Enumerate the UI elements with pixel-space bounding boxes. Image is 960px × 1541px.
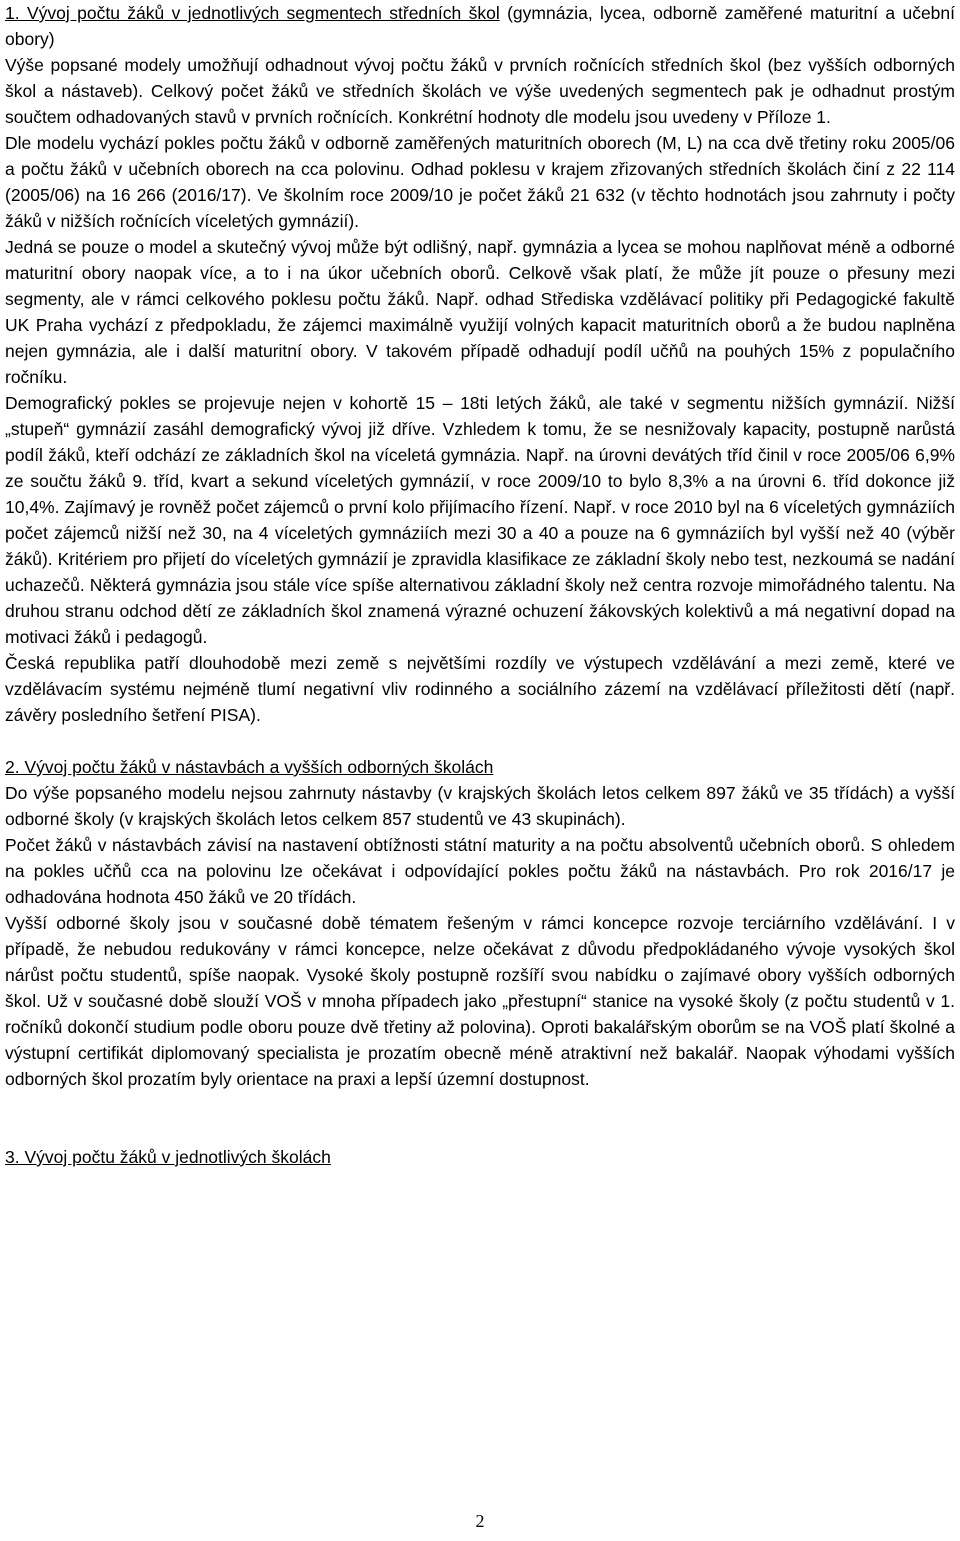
section-2-paragraph-2: Počet žáků v nástavbách závisí na nastavení obtížnosti státní maturity a na počtu absolventů učebních oborů. S ohledem na pokles učňů cca na polovinu lze očekávat i odpovídající pokles počtu žáků na nástavbách. Pro rok 2016/17 je odhadována hodnota 450 žáků ve 20 třídách. — [5, 835, 955, 907]
section-1-paragraph-1: Výše popsané modely umožňují odhadnout vývoj počtu žáků v prvních ročnících středních škol (bez vyšších odborných škol a nástaveb). Celkový počet žáků ve středních školách ve výše uvedených segmentech pak je odhadnut prostým součtem odhadovaných stavů v prvních ročnících. Konkrétní hodnoty dle modelu jsou uvedeny v Příloze 1. — [5, 55, 955, 127]
document-page — [5, 0, 955, 1170]
section-1-heading: 1. Vývoj počtu žáků v jednotlivých segmentech středních škol — [5, 3, 500, 23]
section-2-paragraph-1: Do výše popsaného modelu nejsou zahrnuty nástavby (v krajských školách letos celkem 897 žáků ve 35 třídách) a vyšší odborné školy (v krajských školách letos celkem 857 studentů ve 43 skupinách). — [5, 783, 955, 829]
page-number: 2 — [475, 1511, 485, 1531]
section-1-paragraph-5: Česká republika patří dlouhodobě mezi země s největšími rozdíly ve výstupech vzdělávání a mezi země, které ve vzdělávacím systému nejméně tlumí negativní vliv rodinného a sociálního zázemí na vzdělávací příležitosti dětí (např. závěry posledního šetření PISA). — [5, 653, 955, 725]
section-3-heading-line — [5, 1144, 955, 1170]
section-1-heading-suffix: (gymnázia, lycea, odborně zaměřené maturitní a učební obory) — [5, 3, 956, 49]
section-3-heading: 3. Vývoj počtu žáků v jednotlivých školách — [5, 1147, 331, 1167]
section-2-paragraph-3: Vyšší odborné školy jsou v současné době tématem řešeným v rámci koncepce rozvoje terciárního vzdělávání. I v případě, že nebudou redukovány v rámci koncepce, nelze očekávat z důvodu předpokládaného vývoje vysokých škol nárůst počtu studentů, spíše naopak. Vysoké školy postupně rozšíří svou nabídku o zajímavé obory vyšších odborných škol. Už v současné době slouží VOŠ v mnoha případech jako „přestupní“ stanice na vysoké školy (z počtu studentů v 1. ročníků dokončí studium podle oboru pouze dvě třetiny až polovina). Oproti bakalářským oborům se na VOŠ platí školné a výstupní certifikát diplomovaný specialista je prozatím obecně méně atraktivní než bakalář. Naopak výhodami vyšších odborných škol prozatím byly orientace na praxi a lepší územní dostupnost. — [5, 913, 955, 1089]
section-spacer — [5, 728, 955, 754]
section-spacer — [5, 1092, 955, 1144]
section-1-paragraph-4: Demografický pokles se projevuje nejen v kohortě 15 – 18ti letých žáků, ale také v segmentu nižších gymnázií. Nižší „stupeň“ gymnázií zasáhl demografický vývoj již dříve. Vzhledem k tomu, že se nesnižovaly kapacity, postupně narůstá podíl žáků, kteří odchází ze základních škol na víceletá gymnázia. Např. na úrovni devátých tříd činil v roce 2005/06 6,9% ze součtu žáků 9. tříd, kvart a sekund víceletých gymnázií, v roce 2009/10 to bylo 8,3% a na úrovni 6. tříd dokonce již 10,4%. Zajímavý je rovněž počet zájemců o první kolo přijímacího řízení. Např. v roce 2010 byl na 6 víceletých gymnáziích počet zájemců nižší než 30, na 4 víceletých gymnáziích mezi 30 a 40 a pouze na 6 gymnáziích byl vyšší než 40 (výběr žáků). Kritériem pro přijetí do víceletých gymnázií je zpravidla klasifikace ze základní školy nebo test, nezkoumá se nadání uchazečů. Některá gymnázia jsou stále více spíše alternativou základní školy než centra rozvoje mimořádného talentu. Na druhou stranu odchod dětí ze základních škol znamená výrazné ochuzení žákovských kolektivů a má negativní dopad na motivaci žáků i pedagogů. — [5, 393, 955, 647]
section-1-paragraph-3: Jedná se pouze o model a skutečný vývoj může být odlišný, např. gymnázia a lycea se mohou naplňovat méně a odborné maturitní obory naopak více, a to i na úkor učebních oborů. Celkově však platí, že může jít pouze o přesuny mezi segmenty, ale v rámci celkového poklesu počtu žáků. Např. odhad Střediska vzdělávací politiky při Pedagogické fakultě UK Praha vychází z předpokladu, že zájemci maximálně využijí volných kapacit maturitních oborů a že budou naplněna nejen gymnázia, ale i další maturitní obory. V takovém případě odhadují podíl učňů na pouhých 15% z populačního ročníku. — [5, 237, 955, 387]
section-1-paragraph-2: Dle modelu vychází pokles počtu žáků v odborně zaměřených maturitních oborech (M, L) na cca dvě třetiny roku 2005/06 a počtu žáků v učebních oborech na cca polovinu. Odhad poklesu v krajem zřizovaných středních školách činí z 22 114 (2005/06) na 16 266 (2016/17). Ve školním roce 2009/10 je počet žáků 21 632 (v těchto hodnotách jsou zahrnuty i počty žáků v nižších ročnících víceletých gymnázií). — [5, 133, 955, 231]
section-1-heading-line — [5, 0, 955, 52]
section-2-heading-line — [5, 754, 955, 780]
section-2-heading: 2. Vývoj počtu žáků v nástavbách a vyšších odborných školách — [5, 757, 494, 777]
